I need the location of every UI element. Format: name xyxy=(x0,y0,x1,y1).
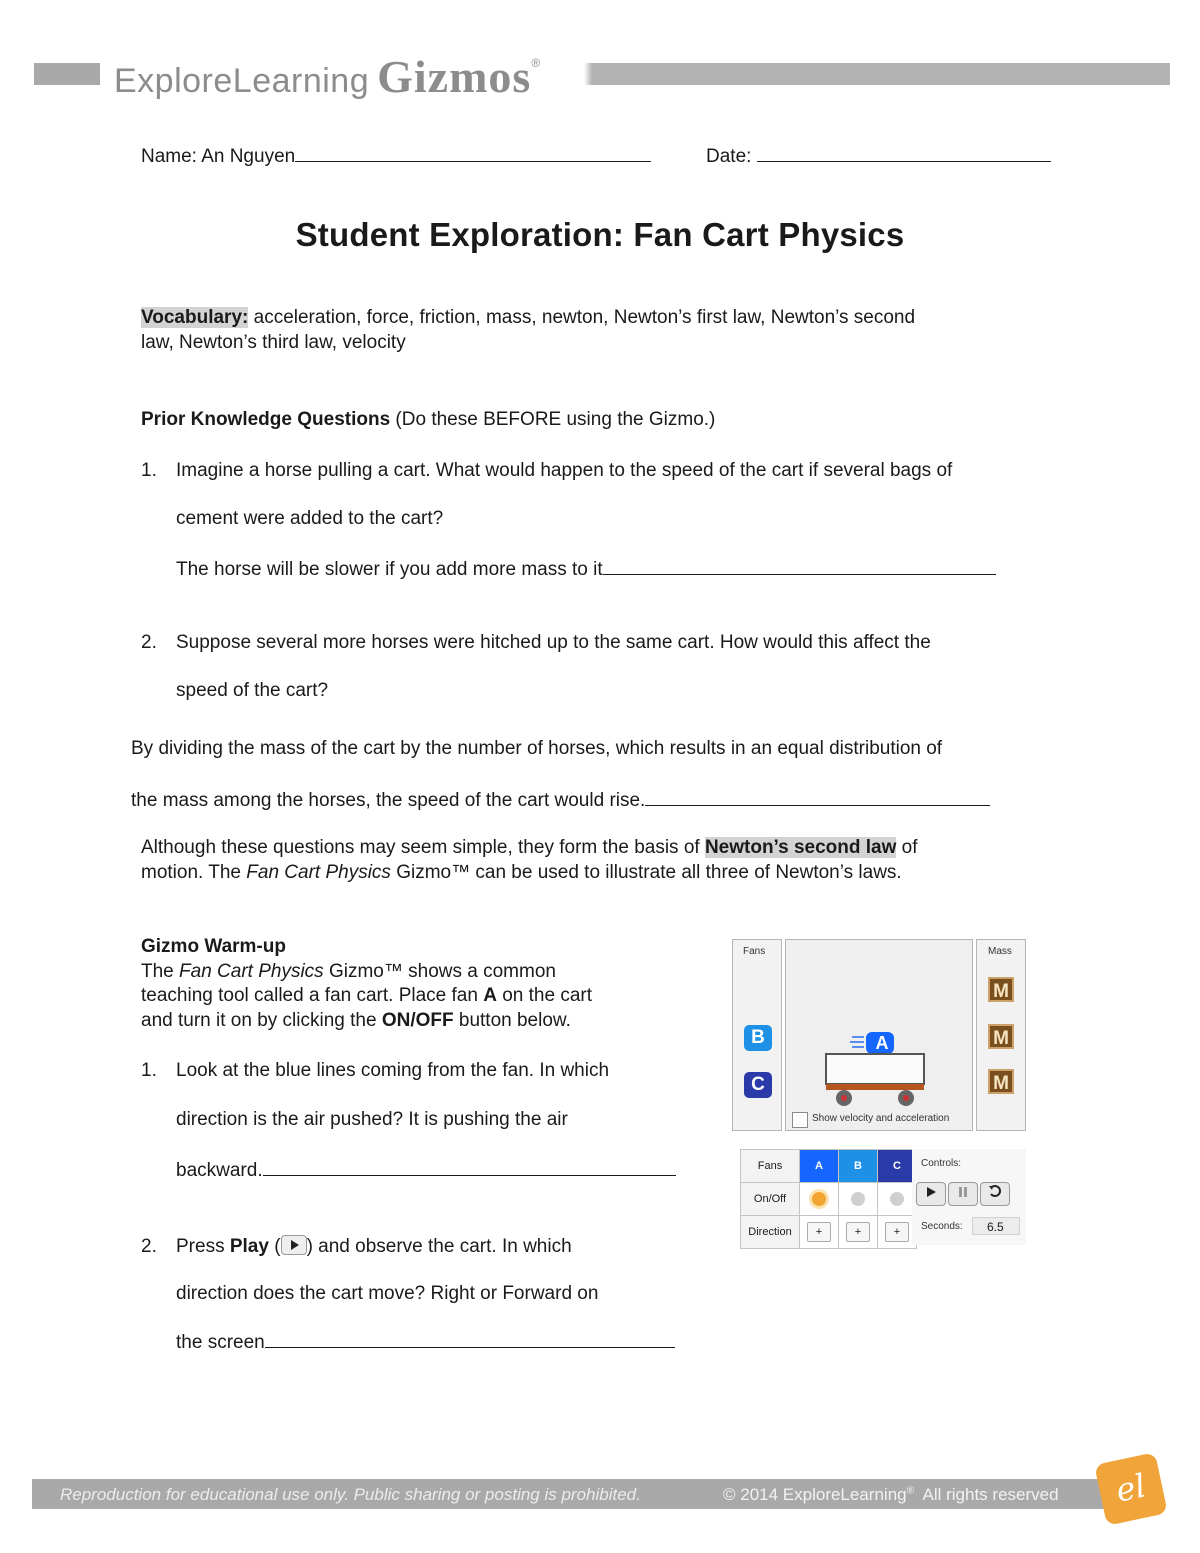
name-line xyxy=(141,143,651,169)
pk-q2-answer-2[interactable]: the mass among the horses, the speed of the cart would rise. xyxy=(131,790,646,811)
intro-gizmo-name: Fan Cart Physics xyxy=(246,862,391,883)
warmup-p-2b: on the cart xyxy=(496,985,593,1006)
table-header-c: C xyxy=(878,1150,917,1183)
footer-copyright xyxy=(723,1485,1059,1505)
date-blank[interactable] xyxy=(757,143,1051,162)
intro-text-1a: Although these questions may seem simple, they form the basis of xyxy=(141,837,705,858)
brand-gizmos-text: Gizmos xyxy=(377,51,532,102)
mass-panel xyxy=(976,939,1026,1131)
controls-buttons xyxy=(916,1182,1012,1206)
newtons-second-law-term: Newton’s second law xyxy=(704,837,897,858)
warmup-gizmo-name: Fan Cart Physics xyxy=(179,961,324,982)
wu-q1-line1: Look at the blue lines coming from the fan. In which xyxy=(176,1060,610,1081)
pk-q1-line2: cement were added to the cart? xyxy=(176,508,444,529)
prior-knowledge-heading xyxy=(141,408,715,432)
gizmo-widget xyxy=(732,939,1028,1135)
pk-q2-answer-line1[interactable]: By dividing the mass of the cart by the number of horses, which results in an equal distribution of xyxy=(131,738,943,759)
table-header-a: A xyxy=(800,1150,839,1183)
mass-panel-label: Mass xyxy=(988,946,1012,957)
pk-q1-number: 1. xyxy=(141,460,157,481)
warmup-heading: Gizmo Warm-up xyxy=(141,936,286,957)
pk-q1-answer-line xyxy=(176,556,996,582)
onoff-c-indicator[interactable] xyxy=(890,1192,904,1206)
brand-trademark: ® xyxy=(531,56,541,70)
pk-q2-answer-blank xyxy=(645,787,990,806)
onoff-a-cell[interactable] xyxy=(800,1183,839,1216)
onoff-b-cell[interactable] xyxy=(839,1183,878,1216)
warmup-p-1a: The xyxy=(141,961,180,982)
show-velocity-checkbox[interactable] xyxy=(792,1112,808,1128)
warmup-p-3b: button below. xyxy=(453,1010,571,1031)
reset-button[interactable] xyxy=(980,1182,1010,1206)
warmup-p-1b: Gizmo™ shows a common xyxy=(323,961,556,982)
date-line xyxy=(706,143,1051,169)
footer-copyright-text: © 2014 ExploreLearning xyxy=(723,1485,907,1504)
table-header-fans: Fans xyxy=(741,1150,800,1183)
row-label-direction: Direction xyxy=(741,1216,800,1249)
fan-b-button[interactable]: B xyxy=(744,1025,772,1051)
fans-panel xyxy=(732,939,782,1131)
explorelearning-logo-icon: el xyxy=(1094,1452,1168,1526)
intro-line1 xyxy=(141,836,918,860)
fans-panel-label: Fans xyxy=(743,946,766,957)
seconds-label: Seconds: xyxy=(921,1221,963,1232)
intro-text-2a: motion. The xyxy=(141,862,247,883)
mass-block-3[interactable]: M xyxy=(988,1069,1014,1094)
fan-control-table xyxy=(740,1149,917,1249)
footer-reproduction-notice: Reproduction for educational use only. Public sharing or posting is prohibited. xyxy=(60,1485,641,1504)
wu-q1-answer-line xyxy=(176,1157,676,1183)
footer-rights: All rights reserved xyxy=(913,1485,1059,1504)
row-label-onoff: On/Off xyxy=(741,1183,800,1216)
direction-a-button[interactable]: + xyxy=(807,1222,831,1242)
brand-logo xyxy=(114,50,540,103)
wu-q2-number: 2. xyxy=(141,1236,157,1257)
intro-line2 xyxy=(141,861,902,885)
show-velocity-label: Show velocity and acceleration xyxy=(812,1113,950,1124)
wu-q1-number: 1. xyxy=(141,1060,157,1081)
direction-c-button[interactable]: + xyxy=(885,1222,909,1242)
wu-q2-1c: ) and observe the cart. In which xyxy=(306,1236,572,1257)
prior-heading-note: (Do these BEFORE using the Gizmo.) xyxy=(390,409,716,430)
play-button[interactable] xyxy=(916,1182,946,1206)
vocabulary-line2: law, Newton’s third law, velocity xyxy=(141,332,406,353)
vocabulary-label: Vocabulary: xyxy=(141,307,249,328)
onoff-c-cell[interactable] xyxy=(878,1183,917,1216)
intro-text-1b: of xyxy=(896,837,918,858)
wu-q1-answer-blank xyxy=(263,1157,676,1176)
intro-text-2b: Gizmo™ can be used to illustrate all three of Newton’s laws. xyxy=(390,862,902,883)
controls-panel xyxy=(912,1149,1026,1245)
warmup-p-3a: and turn it on by clicking the xyxy=(141,1010,382,1031)
simulation-area xyxy=(785,939,973,1131)
pk-q1-answer[interactable]: The horse will be slower if you add more mass to it xyxy=(176,559,603,580)
wu-q2-line2: direction does the cart move? Right or Forward on xyxy=(176,1283,599,1304)
header-bar-right xyxy=(592,63,1170,85)
wu-q2-answer-line xyxy=(176,1329,675,1355)
vocabulary-line1 xyxy=(141,306,915,330)
prior-heading-text: Prior Knowledge Questions xyxy=(141,409,391,430)
pk-q2-answer-line2 xyxy=(131,787,990,813)
warmup-p-line2 xyxy=(141,984,592,1008)
onoff-a-indicator[interactable] xyxy=(812,1192,826,1206)
header-bar-left xyxy=(34,63,100,85)
warmup-p-line3 xyxy=(141,1009,571,1033)
wu-q2-1a: Press xyxy=(176,1236,230,1257)
fan-c-button[interactable]: C xyxy=(744,1072,772,1098)
pk-q2-line1: Suppose several more horses were hitched up to the same cart. How would this affect the xyxy=(176,632,931,653)
footer-registered-mark: ® xyxy=(906,1485,914,1497)
warmup-p-2: teaching tool called a fan cart. Place fan xyxy=(141,985,484,1006)
wu-q1-line2: direction is the air pushed? It is pushing the air xyxy=(176,1109,568,1130)
warmup-p-line1 xyxy=(141,960,556,984)
table-header-b: B xyxy=(839,1150,878,1183)
direction-b-button[interactable]: + xyxy=(846,1222,870,1242)
date-label: Date: xyxy=(706,146,752,167)
fan-a-label: A xyxy=(875,1033,889,1053)
mass-block-1[interactable]: M xyxy=(988,977,1014,1002)
pk-q1-line1: Imagine a horse pulling a cart. What would happen to the speed of the cart if several bags of xyxy=(176,460,953,481)
page-title: Student Exploration: Fan Cart Physics xyxy=(295,216,905,253)
controls-label: Controls: xyxy=(921,1158,962,1169)
mass-block-2[interactable]: M xyxy=(988,1024,1014,1049)
wu-q2-line1 xyxy=(176,1235,572,1259)
vocabulary-text-1: acceleration, force, friction, mass, newton, Newton’s first law, Newton’s second xyxy=(248,307,916,328)
pause-button[interactable] xyxy=(948,1182,978,1206)
warmup-p-2-bold: A xyxy=(483,985,497,1006)
pk-q2-line2: speed of the cart? xyxy=(176,680,329,701)
wu-q2-1b: ( xyxy=(268,1236,281,1257)
wu-q2-play-word: Play xyxy=(229,1236,269,1257)
play-icon-inline xyxy=(281,1235,307,1255)
pk-q2-number: 2. xyxy=(141,632,157,653)
fan-cart xyxy=(824,1052,928,1115)
brand-explore-text: ExploreLearning xyxy=(114,62,370,100)
wu-q2-answer-blank xyxy=(265,1329,675,1348)
name-label: Name: An Nguyen xyxy=(141,146,296,167)
wu-q2-answer[interactable]: the screen xyxy=(176,1332,265,1353)
warmup-p-3-bold: ON/OFF xyxy=(381,1010,454,1031)
wu-q1-answer[interactable]: backward. xyxy=(176,1160,263,1181)
pk-q1-answer-blank xyxy=(603,556,996,575)
seconds-readout: 6.5 xyxy=(972,1217,1020,1235)
name-blank[interactable] xyxy=(295,143,651,162)
onoff-b-indicator[interactable] xyxy=(851,1192,865,1206)
